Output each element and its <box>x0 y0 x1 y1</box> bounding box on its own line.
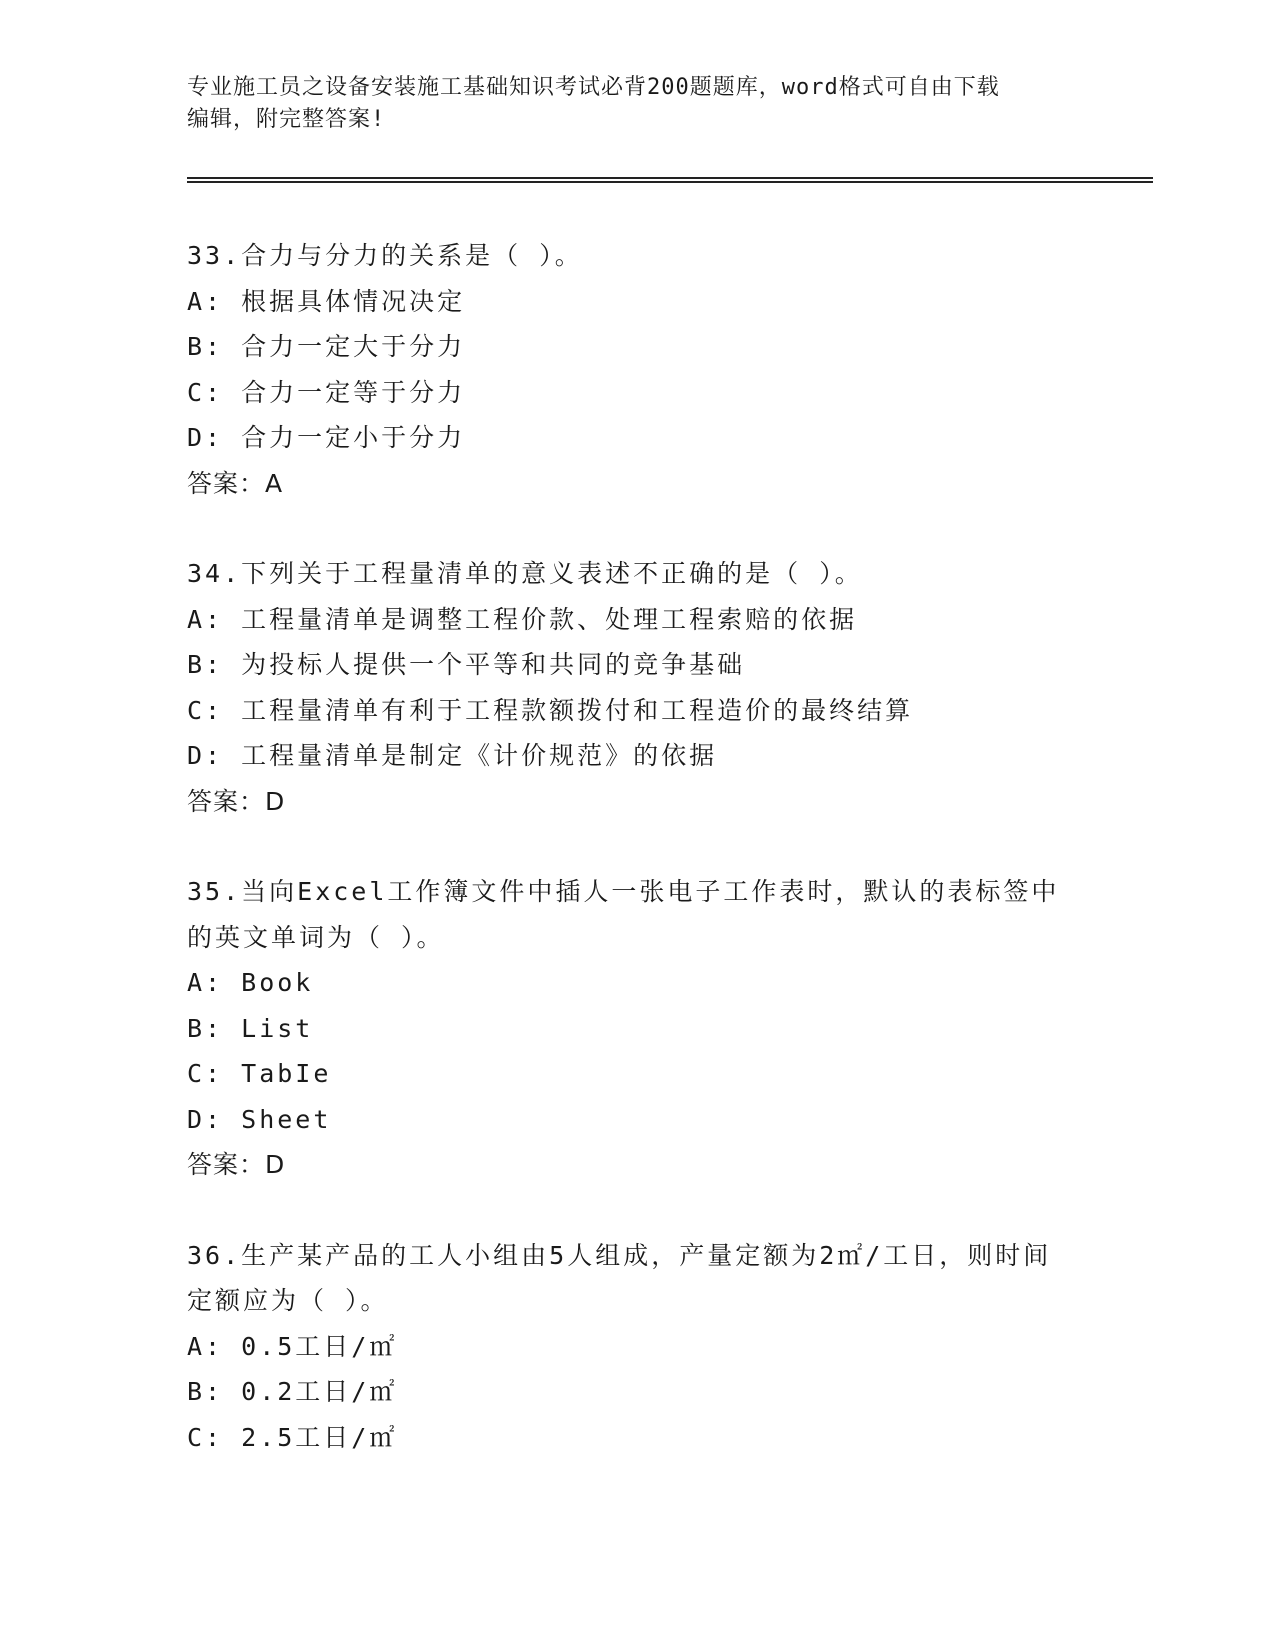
option-d: D: 合力一定小于分力 <box>187 423 466 452</box>
option-a: A: Book <box>187 968 314 997</box>
header-line-1: 专业施工员之设备安装施工基础知识考试必背200题题库，word格式可自由下载 <box>187 75 1000 100</box>
question-36 <box>187 1233 1087 1461</box>
document-header <box>187 72 1087 136</box>
question-33 <box>187 233 1087 506</box>
question-list <box>187 233 1087 1505</box>
option-b: B: 合力一定大于分力 <box>187 332 466 361</box>
option-b: B: 为投标人提供一个平等和共同的竞争基础 <box>187 650 746 679</box>
question-35 <box>187 869 1087 1188</box>
option-c: C: 工程量清单有利于工程款额拨付和工程造价的最终结算 <box>187 695 914 725</box>
answer-label: 答案：D <box>187 1150 286 1179</box>
question-34 <box>187 551 1087 824</box>
question-stem: 33.合力与分力的关系是（ ）。 <box>187 241 583 270</box>
option-c: C: TabIe <box>187 1059 332 1088</box>
option-d: D: 工程量清单是制定《计价规范》的依据 <box>187 741 718 770</box>
option-a: A: 0.5工日/㎡ <box>187 1331 398 1361</box>
answer-label: 答案：D <box>187 786 286 816</box>
option-a: A: 工程量清单是调整工程价款、处理工程索赔的依据 <box>187 604 858 634</box>
question-stem-continued: 定额应为（ ）。 <box>187 1286 389 1315</box>
question-stem: 34.下列关于工程量清单的意义表述不正确的是（ ）。 <box>187 559 863 588</box>
answer-label: 答案：A <box>187 468 284 498</box>
option-c: C: 合力一定等于分力 <box>187 377 466 407</box>
question-stem-continued: 的英文单词为（ ）。 <box>187 922 445 952</box>
header-rule-top <box>187 177 1153 179</box>
option-d: D: Sheet <box>187 1104 332 1134</box>
option-c: C: 2.5工日/㎡ <box>187 1422 398 1452</box>
header-rule-bottom <box>187 181 1153 183</box>
option-a: A: 根据具体情况决定 <box>187 286 466 316</box>
header-line-2: 编辑，附完整答案! <box>187 107 386 132</box>
option-b: B: 0.2工日/㎡ <box>187 1377 398 1406</box>
question-stem: 36.生产某产品的工人小组由5人组成，产量定额为2㎡/工日，则时间 <box>187 1240 1052 1270</box>
option-b: B: List <box>187 1013 314 1043</box>
question-stem: 35.当向Excel工作簿文件中插人一张电子工作表时，默认的表标签中 <box>187 877 1060 906</box>
